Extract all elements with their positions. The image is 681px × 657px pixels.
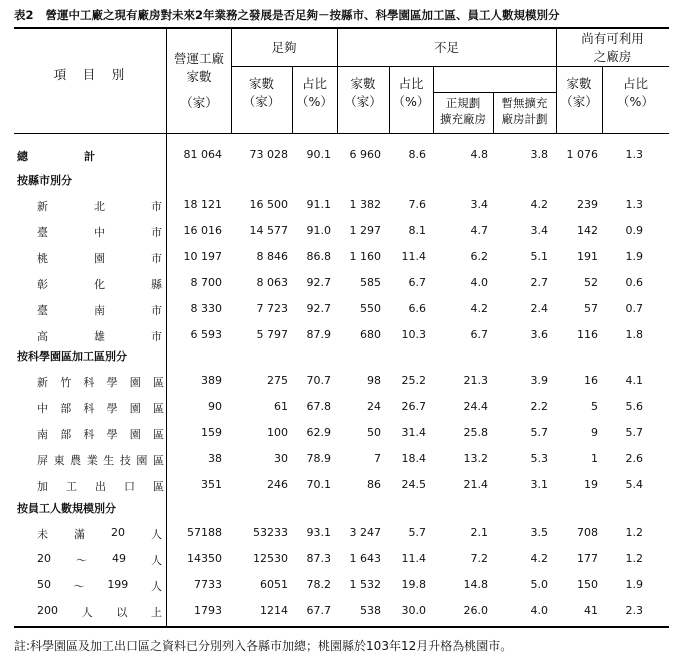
total-row-enough-count: 73 028 (249, 148, 288, 161)
label-char: 南 (94, 304, 105, 317)
table-row-notenough-ratio: 5.7 (408, 526, 426, 539)
table-row-notenough-count: 550 (360, 302, 381, 315)
label-char: 高 (37, 330, 48, 343)
table-row-notenough-ratio: 19.8 (401, 578, 426, 591)
table-row-label (37, 198, 162, 214)
label-char: 滿 (74, 528, 85, 541)
table-row-operating-count: 38 (208, 452, 222, 465)
total-row-enough-ratio: 90.1 (306, 148, 331, 161)
table-row-operating-count: 389 (201, 374, 222, 387)
table-row-noplan-ratio: 4.2 (530, 198, 548, 211)
table-row-planned-ratio: 21.3 (463, 374, 488, 387)
label-char: 中 (37, 402, 48, 415)
table-row-usable-ratio: 0.9 (625, 224, 643, 237)
table-row-enough-ratio: 91.0 (306, 224, 331, 237)
table-row-enough-count: 275 (267, 374, 288, 387)
table-row-notenough-ratio: 6.7 (408, 276, 426, 289)
table-row-usable-count: 5 (591, 400, 598, 413)
label-char: 屏 (37, 454, 48, 467)
table-row-label (37, 224, 162, 240)
table-row-planned-ratio: 6.7 (470, 328, 488, 341)
table-row-noplan-ratio: 3.5 (530, 526, 548, 539)
table-row-operating-count: 10 197 (183, 250, 222, 263)
table-row-notenough-count: 7 (374, 452, 381, 465)
label-char: 區 (153, 480, 164, 493)
table-row-usable-ratio: 2.6 (625, 452, 643, 465)
label-char: 業 (86, 454, 98, 467)
label-char: 園 (136, 454, 148, 467)
table-row-usable-count: 150 (577, 578, 598, 591)
table-row-noplan-ratio: 5.0 (530, 578, 548, 591)
table-row-usable-count: 708 (577, 526, 598, 539)
table-row-notenough-ratio: 25.2 (401, 374, 426, 387)
table-row-planned-ratio: 13.2 (463, 452, 488, 465)
label-char: 人 (81, 606, 93, 619)
table-row-enough-count: 1214 (260, 604, 288, 617)
table-row-label (37, 250, 162, 266)
table-row-usable-ratio: 1.2 (625, 526, 643, 539)
header-enough-count: 家數 （家） (242, 76, 281, 110)
label-char: 園 (129, 402, 141, 415)
label-char: 臺 (37, 304, 48, 317)
label-char: 市 (151, 226, 162, 239)
header-notenough-ratio: 占比 （%） (392, 76, 430, 110)
table-row-enough-count: 16 500 (249, 198, 288, 211)
label-char: ～ (76, 554, 87, 567)
table-row-usable-count: 239 (577, 198, 598, 211)
total-row-label (17, 148, 95, 164)
header-enough-ratio: 占比 （%） (296, 76, 333, 110)
table-row-enough-ratio: 67.8 (306, 400, 331, 413)
label-char: 市 (151, 304, 162, 317)
table-row-enough-ratio: 87.3 (306, 552, 331, 565)
table-row-planned-ratio: 4.0 (470, 276, 488, 289)
table-row-enough-count: 8 063 (256, 276, 288, 289)
table-row-planned-ratio: 21.4 (463, 478, 488, 491)
label-char: 區 (152, 402, 164, 415)
total-row-operating-count: 81 064 (183, 148, 222, 161)
table-row-usable-ratio: 4.1 (625, 374, 643, 387)
label-char: 南 (37, 428, 48, 441)
table-row-notenough-ratio: 26.7 (401, 400, 426, 413)
table-row-notenough-count: 680 (360, 328, 381, 341)
table-row-planned-ratio: 3.4 (470, 198, 488, 211)
label-char: 200 (37, 604, 58, 617)
label-char: 區 (152, 454, 164, 467)
label-char: 工 (66, 480, 77, 493)
table-row-notenough-ratio: 11.4 (401, 552, 426, 565)
table-row-notenough-ratio: 24.5 (401, 478, 426, 491)
table-row-usable-count: 116 (577, 328, 598, 341)
table-number: 表2 (14, 8, 34, 22)
table-row-label (37, 526, 162, 542)
table-row-planned-ratio: 7.2 (470, 552, 488, 565)
table-row-usable-ratio: 1.2 (625, 552, 643, 565)
label-char: 雄 (94, 330, 105, 343)
table-row-enough-ratio: 62.9 (306, 426, 331, 439)
table-row-enough-count: 8 846 (256, 250, 288, 263)
table-row-enough-count: 61 (274, 400, 288, 413)
table-row-usable-count: 177 (577, 552, 598, 565)
total-row-planned-ratio: 4.8 (470, 148, 488, 161)
table-row-usable-ratio: 5.7 (625, 426, 643, 439)
table-row-usable-count: 142 (577, 224, 598, 237)
table-row-operating-count: 351 (201, 478, 222, 491)
table-row-operating-count: 14350 (187, 552, 222, 565)
table-row-enough-ratio: 70.1 (306, 478, 331, 491)
total-row-noplan-ratio: 3.8 (530, 148, 548, 161)
table-row-noplan-ratio: 3.9 (530, 374, 548, 387)
label-char: 園 (94, 252, 105, 265)
table-row-notenough-count: 585 (360, 276, 381, 289)
table-row-notenough-count: 1 160 (349, 250, 381, 263)
label-char: 上 (150, 606, 162, 619)
header-no-plan: 暫無擴充 廠房計劃 (501, 96, 548, 126)
table-row-label (37, 426, 164, 442)
label-char: 加 (37, 480, 48, 493)
table-row-enough-ratio: 87.9 (306, 328, 331, 341)
label-char: 49 (112, 552, 126, 565)
total-row-notenough-count: 6 960 (349, 148, 381, 161)
table-row-planned-ratio: 6.2 (470, 250, 488, 263)
label-char: 科 (83, 428, 95, 441)
table-row-enough-ratio: 93.1 (306, 526, 331, 539)
table-row-label (37, 302, 162, 318)
group-title: 按縣市別分 (17, 174, 72, 187)
table-row-notenough-count: 1 382 (349, 198, 381, 211)
table-row-notenough-count: 98 (367, 374, 381, 387)
table-row-notenough-count: 3 247 (349, 526, 381, 539)
table-row-notenough-ratio: 18.4 (401, 452, 426, 465)
label-char: 199 (107, 578, 129, 591)
table-row-operating-count: 159 (201, 426, 222, 439)
table-row-planned-ratio: 25.8 (463, 426, 488, 439)
table-row-planned-ratio: 4.7 (470, 224, 488, 237)
table-row-planned-ratio: 24.4 (463, 400, 488, 413)
label-char: 20 (111, 526, 125, 539)
table-row-notenough-ratio: 10.3 (401, 328, 426, 341)
table-row-usable-ratio: 1.9 (625, 578, 643, 591)
table-row-operating-count: 16 016 (183, 224, 222, 237)
hline-sub (433, 92, 556, 93)
table-row-enough-count: 100 (267, 426, 288, 439)
total-row-usable-ratio: 1.3 (625, 148, 643, 161)
table-row-label (37, 276, 162, 292)
header-usable-count: 家數 （家） (560, 76, 598, 110)
label-char: 臺 (37, 226, 48, 239)
label-char: 市 (151, 200, 162, 213)
label-char: 北 (94, 200, 105, 213)
table-row-enough-ratio: 91.1 (306, 198, 331, 211)
table-row-enough-count: 246 (267, 478, 288, 491)
table-row-enough-ratio: 67.7 (306, 604, 331, 617)
table-row-noplan-ratio: 4.0 (530, 604, 548, 617)
table-caption: 營運中工廠之現有廠房對未來2年業務之發展是否足夠－按縣市、科學園區加工區、員工人數規模別分 (45, 8, 560, 22)
table-row-enough-count: 7 723 (256, 302, 288, 315)
hline-enough (231, 66, 337, 67)
table-row-operating-count: 7733 (194, 578, 222, 591)
table-row-enough-count: 53233 (253, 526, 288, 539)
header-enough: 足夠 (271, 40, 297, 55)
label-char: 新 (37, 200, 48, 213)
total-row-notenough-ratio: 8.6 (408, 148, 426, 161)
table-row-notenough-count: 24 (367, 400, 381, 413)
header-planned: 正規劃 擴充廠房 (440, 96, 486, 126)
label-char: 縣 (151, 278, 162, 291)
table-row-noplan-ratio: 5.1 (530, 250, 548, 263)
label-char: 部 (60, 428, 72, 441)
table-row-planned-ratio: 4.2 (470, 302, 488, 315)
table-row-usable-count: 191 (577, 250, 598, 263)
header-item: 項 目 別 (53, 67, 127, 82)
label-char: 東 (53, 454, 65, 467)
table-row-enough-ratio: 86.8 (306, 250, 331, 263)
label-char: 未 (37, 528, 48, 541)
top-rule (14, 27, 669, 29)
label-char: 計 (84, 150, 95, 163)
table-row-usable-ratio: 1.3 (625, 198, 643, 211)
label-char: 新 (37, 376, 48, 389)
table-row-noplan-ratio: 5.7 (530, 426, 548, 439)
table-row-usable-count: 41 (584, 604, 598, 617)
label-char: 人 (151, 528, 162, 541)
table-row-label (37, 374, 164, 390)
table-row-noplan-ratio: 5.3 (530, 452, 548, 465)
header-operating: 營運工廠 家數 （家） (173, 51, 224, 111)
label-char: 生 (103, 454, 115, 467)
header-usable-ratio: 占比 （%） (617, 76, 654, 110)
table-row-label (37, 328, 162, 344)
label-char: ～ (73, 580, 85, 593)
table-row-enough-count: 6051 (260, 578, 288, 591)
table-row-enough-ratio: 78.2 (306, 578, 331, 591)
table-row-operating-count: 6 593 (190, 328, 222, 341)
label-char: 化 (94, 278, 105, 291)
table-row-enough-ratio: 92.7 (306, 276, 331, 289)
label-char: 學 (106, 376, 118, 389)
table-row-operating-count: 57188 (187, 526, 222, 539)
table-row-noplan-ratio: 2.7 (530, 276, 548, 289)
table-row-operating-count: 18 121 (183, 198, 222, 211)
label-char: 人 (150, 580, 162, 593)
table-row-label (37, 552, 162, 568)
table-row-noplan-ratio: 2.2 (530, 400, 548, 413)
table-row-usable-ratio: 5.4 (625, 478, 643, 491)
table-row-enough-count: 12530 (253, 552, 288, 565)
body-bottom-rule (14, 626, 669, 628)
table-row-notenough-ratio: 31.4 (401, 426, 426, 439)
table-row-enough-count: 5 797 (256, 328, 288, 341)
footnote: 註:科學園區及加工出口區之資料已分別列入各縣市加總；桃園縣於103年12月升格為桃園市。 (14, 639, 513, 653)
hline-notenough (337, 66, 556, 67)
table-row-operating-count: 1793 (194, 604, 222, 617)
table-row-operating-count: 8 700 (190, 276, 222, 289)
label-char: 技 (119, 454, 131, 467)
label-char: 科 (83, 402, 95, 415)
table-row-enough-count: 30 (274, 452, 288, 465)
label-char: 園 (129, 376, 141, 389)
table-row-notenough-ratio: 8.1 (408, 224, 426, 237)
label-char: 口 (124, 480, 135, 493)
label-char: 總 (17, 150, 28, 163)
label-char: 竹 (60, 376, 72, 389)
header-notenough-count: 家數 （家） (344, 76, 382, 110)
table-row-label (37, 478, 164, 494)
label-char: 學 (106, 428, 118, 441)
table-row-label (37, 452, 164, 468)
table-title (14, 7, 560, 23)
label-char: 農 (70, 454, 82, 467)
table-row-usable-count: 52 (584, 276, 598, 289)
table-row-notenough-count: 1 532 (349, 578, 381, 591)
table-row-usable-count: 16 (584, 374, 598, 387)
label-char: 桃 (37, 252, 48, 265)
label-char: 人 (151, 554, 162, 567)
table-row-usable-count: 57 (584, 302, 598, 315)
table-row-usable-ratio: 5.6 (625, 400, 643, 413)
header-not-enough: 不足 (433, 40, 459, 55)
label-char: 中 (94, 226, 105, 239)
table-row-usable-ratio: 0.7 (625, 302, 643, 315)
label-char: 學 (106, 402, 118, 415)
table-row-label (37, 400, 164, 416)
table-row-notenough-count: 538 (360, 604, 381, 617)
table-row-notenough-ratio: 30.0 (401, 604, 426, 617)
table-row-planned-ratio: 2.1 (470, 526, 488, 539)
table-row-noplan-ratio: 4.2 (530, 552, 548, 565)
label-char: 彰 (37, 278, 48, 291)
table-row-planned-ratio: 26.0 (463, 604, 488, 617)
label-char: 50 (37, 578, 51, 591)
table-row-usable-count: 9 (591, 426, 598, 439)
table-row-enough-ratio: 78.9 (306, 452, 331, 465)
label-char: 區 (152, 376, 164, 389)
label-char: 市 (151, 252, 162, 265)
table-row-notenough-ratio: 11.4 (401, 250, 426, 263)
header-usable: 尚有可利用 之廠房 (581, 31, 644, 65)
label-char: 出 (95, 480, 106, 493)
label-char: 20 (37, 552, 51, 565)
label-char: 科 (83, 376, 95, 389)
table-row-enough-ratio: 70.7 (306, 374, 331, 387)
table-row-notenough-count: 86 (367, 478, 381, 491)
table-row-notenough-count: 1 643 (349, 552, 381, 565)
table-row-usable-ratio: 2.3 (625, 604, 643, 617)
table-row-notenough-ratio: 7.6 (408, 198, 426, 211)
table-row-enough-ratio: 92.7 (306, 302, 331, 315)
label-char: 園 (129, 428, 141, 441)
table-row-notenough-ratio: 6.6 (408, 302, 426, 315)
table-row-enough-count: 14 577 (249, 224, 288, 237)
table-row-usable-count: 1 (591, 452, 598, 465)
table-row-usable-ratio: 0.6 (625, 276, 643, 289)
header-bottom-rule (14, 133, 669, 134)
table-row-operating-count: 90 (208, 400, 222, 413)
table-row-planned-ratio: 14.8 (463, 578, 488, 591)
table-row-label (37, 578, 162, 594)
group-title: 按科學園區加工區別分 (17, 350, 127, 363)
table-row-noplan-ratio: 3.6 (530, 328, 548, 341)
label-char: 區 (152, 428, 164, 441)
table-row-operating-count: 8 330 (190, 302, 222, 315)
label-char: 部 (60, 402, 72, 415)
table-row-usable-ratio: 1.8 (625, 328, 643, 341)
table-row-notenough-count: 50 (367, 426, 381, 439)
group-title: 按員工人數規模別分 (17, 502, 116, 515)
table-row-noplan-ratio: 3.4 (530, 224, 548, 237)
label-char: 以 (116, 606, 128, 619)
table-row-notenough-count: 1 297 (349, 224, 381, 237)
table-row-noplan-ratio: 3.1 (530, 478, 548, 491)
table-row-usable-count: 19 (584, 478, 598, 491)
table-row-usable-ratio: 1.9 (625, 250, 643, 263)
label-char: 市 (151, 330, 162, 343)
table-row-label (37, 604, 162, 620)
table-row-noplan-ratio: 2.4 (530, 302, 548, 315)
total-row-usable-count: 1 076 (566, 148, 598, 161)
